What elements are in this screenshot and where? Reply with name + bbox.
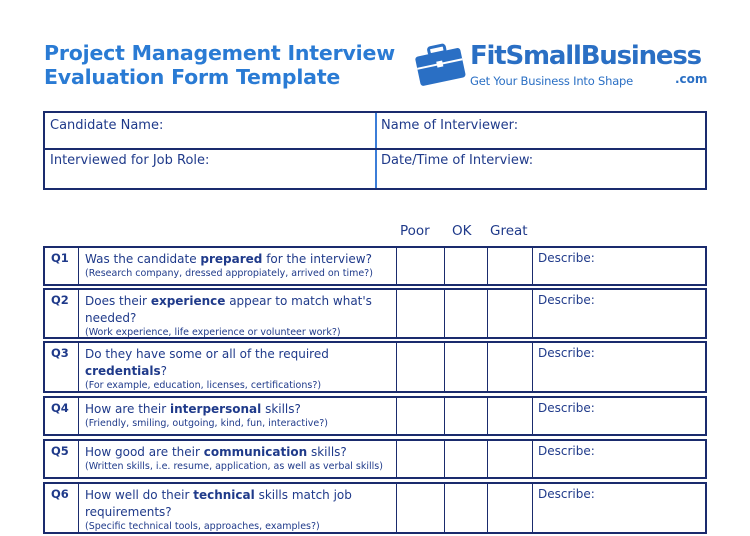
great-rating-box[interactable] (532, 290, 533, 337)
question-text (85, 444, 385, 473)
logo-tagline: Get Your Business Into Shape (470, 74, 634, 88)
question-number: Q3 (51, 346, 69, 360)
briefcase-icon (412, 43, 468, 87)
job-role-label: Interviewed for Job Role: (50, 153, 210, 168)
question-text-lead: Do they have some or all of the required (85, 347, 329, 361)
question-text-tail: skills? (261, 402, 301, 416)
interviewer-name-label: Name of Interviewer: (381, 118, 519, 133)
question-keyword: prepared (200, 252, 263, 266)
ok-rating-box[interactable] (487, 290, 488, 337)
ok-rating-box[interactable] (487, 398, 488, 434)
poor-rating-box[interactable] (444, 290, 445, 337)
date-time-label: Date/Time of Interview: (381, 153, 534, 168)
describe-field[interactable]: Describe: (538, 401, 595, 415)
great-rating-box[interactable] (532, 484, 533, 532)
describe-field[interactable]: Describe: (538, 444, 595, 458)
question-text-tail: skills match job requirements? (85, 488, 352, 519)
question-text-lead: How are their (85, 402, 170, 416)
poor-rating-box[interactable] (444, 484, 445, 532)
column-divider (78, 441, 79, 477)
candidate-name-label: Candidate Name: (50, 118, 164, 133)
question-text (85, 346, 385, 392)
great-rating-box[interactable] (532, 441, 533, 477)
column-divider (396, 248, 397, 284)
rating-poor-header: Poor (400, 223, 430, 239)
question-number: Q6 (51, 487, 69, 501)
column-divider (78, 248, 79, 284)
question-hint: (Written skills, i.e. resume, application, as well as verbal skills) (85, 461, 383, 472)
question-text (85, 251, 385, 280)
info-row-divider (45, 148, 705, 150)
question-text (85, 487, 385, 533)
question-text-tail: appear to match what's needed? (85, 294, 372, 325)
ok-rating-box[interactable] (487, 343, 488, 391)
question-row-2 (43, 288, 707, 339)
question-text-tail: for the interview? (262, 252, 372, 266)
question-row-6 (43, 482, 707, 534)
question-text-tail: skills? (307, 445, 347, 459)
great-rating-box[interactable] (532, 398, 533, 434)
question-keyword: credentials (85, 364, 161, 378)
question-number: Q5 (51, 444, 69, 458)
describe-field[interactable]: Describe: (538, 487, 595, 501)
describe-field[interactable]: Describe: (538, 251, 595, 265)
column-divider (396, 484, 397, 532)
question-keyword: technical (193, 488, 255, 502)
poor-rating-box[interactable] (444, 398, 445, 434)
logo-domain: .com (675, 72, 708, 86)
form-title-line-1: Project Management Interview (44, 41, 395, 65)
question-number: Q2 (51, 293, 69, 307)
column-divider (78, 484, 79, 532)
poor-rating-box[interactable] (444, 441, 445, 477)
question-hint: (Specific technical tools, approaches, examples?) (85, 521, 320, 532)
column-divider (78, 398, 79, 434)
question-text (85, 401, 385, 430)
question-text-lead: Was the candidate (85, 252, 201, 266)
ok-rating-box[interactable] (487, 248, 488, 284)
question-text-tail: ? (160, 364, 168, 378)
column-divider (396, 343, 397, 391)
question-keyword: interpersonal (170, 402, 262, 416)
rating-great-header: Great (490, 223, 528, 239)
question-hint: (Research company, dressed appropiately, arrived on time?) (85, 268, 373, 279)
question-row-4 (43, 396, 707, 436)
question-row-5 (43, 439, 707, 479)
question-number: Q1 (51, 251, 69, 265)
question-keyword: communication (203, 445, 308, 459)
column-divider (396, 398, 397, 434)
info-column-divider (375, 113, 377, 188)
poor-rating-box[interactable] (444, 248, 445, 284)
question-text-lead: How good are their (85, 445, 204, 459)
ok-rating-box[interactable] (487, 441, 488, 477)
column-divider (396, 290, 397, 337)
question-text (85, 293, 385, 339)
question-hint: (Friendly, smiling, outgoing, kind, fun, interactive?) (85, 418, 328, 429)
logo-brand: FitSmallBusiness (470, 41, 701, 71)
rating-ok-header: OK (452, 223, 472, 239)
fitsmallbusiness-logo[interactable] (412, 40, 712, 90)
poor-rating-box[interactable] (444, 343, 445, 391)
candidate-info-table (43, 111, 707, 190)
column-divider (78, 343, 79, 391)
question-number: Q4 (51, 401, 69, 415)
question-text-lead: Does their (85, 294, 151, 308)
describe-field[interactable]: Describe: (538, 293, 595, 307)
column-divider (78, 290, 79, 337)
question-hint: (Work experience, life experience or volunteer work?) (85, 327, 341, 338)
form-title-line-2: Evaluation Form Template (44, 65, 341, 89)
question-row-1 (43, 246, 707, 286)
form-title (44, 41, 395, 89)
question-hint: (For example, education, licenses, certifications?) (85, 380, 322, 391)
question-row-3 (43, 341, 707, 393)
great-rating-box[interactable] (532, 248, 533, 284)
question-text-lead: How well do their (85, 488, 194, 502)
question-keyword: experience (150, 294, 226, 308)
ok-rating-box[interactable] (487, 484, 488, 532)
great-rating-box[interactable] (532, 343, 533, 391)
describe-field[interactable]: Describe: (538, 346, 595, 360)
column-divider (396, 441, 397, 477)
